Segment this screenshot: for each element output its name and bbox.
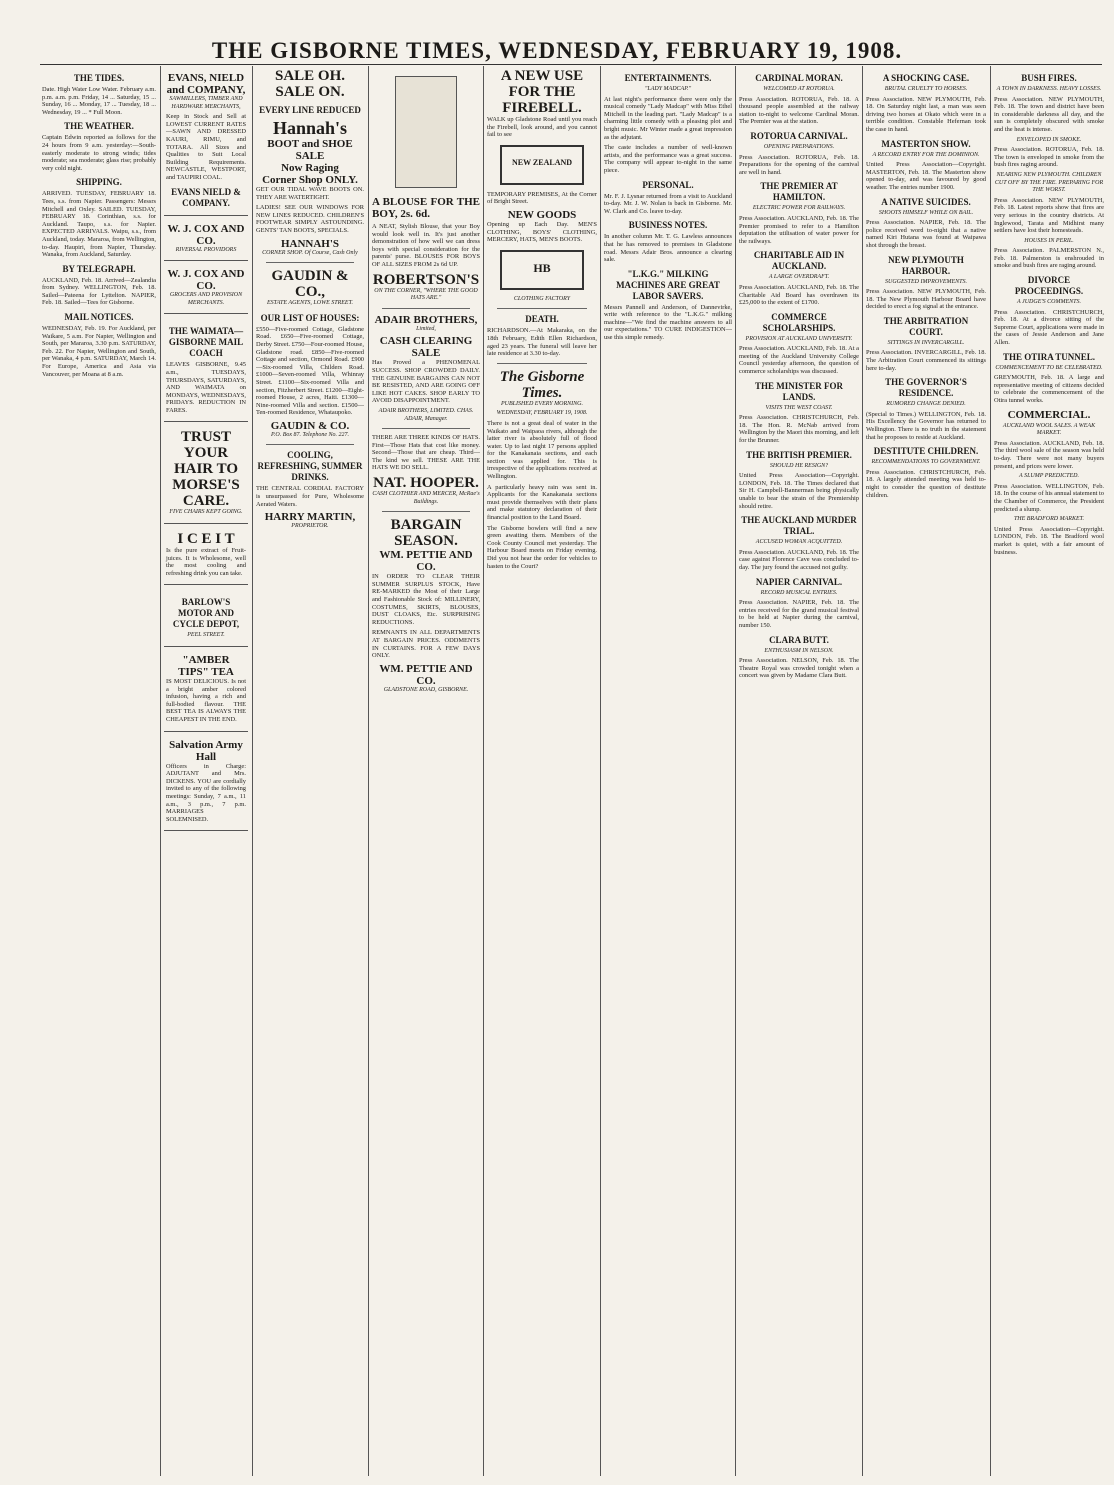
article-subheading: NEARING NEW PLYMOUTH. CHILDREN CUT OFF BY THE FIRE. PREPARING FOR THE WORST.	[994, 171, 1104, 194]
column-bush-fires-commercial	[994, 68, 1104, 1468]
gaudin-subtitle: ESTATE AGENTS, LOWE STREET.	[267, 300, 353, 307]
article-heading: ROTORUA CARNIVAL.	[750, 130, 848, 141]
article-heading: THE MINISTER FOR LANDS.	[754, 380, 843, 402]
article-subheading: VISITS THE WEST COAST.	[765, 404, 833, 411]
barlow-cycle-ad	[164, 588, 248, 647]
death-heading: DEATH.	[525, 314, 559, 325]
divider	[266, 444, 354, 445]
ad-title: and COMPANY,	[166, 84, 246, 96]
telegraph-text: AUCKLAND, Feb. 18. Arrived—Zealandia from Sydney. WELLINGTON, Feb. 18. Sailed—Pateena for Lyttelton. NAPIER, Feb. 18. Sailed—Tees for Gisborne.	[42, 276, 156, 307]
cordial-body: THE CENTRAL CORDIAL FACTORY is unsurpassed for Pure, Wholesome Aerated Waters.	[256, 485, 364, 508]
article-text: At last night's performance there were only the musical comedy "Lady Madcap" with Miss Ethel Mitchell in the leading part. "Lady Madcap" is a charming little comedy with a pleasing plot and bright music. Mr Winter made a great impression as the adjutant.	[604, 95, 732, 141]
editorial-text: A particularly heavy rain was sent in. Applicants for the Kanakanaia sections must provide themselves with their plans and make statutory declaration of their financial position to the Land Board.	[487, 483, 597, 522]
blouse-headline: A BLOUSE FOR THE BOY, 2s. 6d.	[372, 196, 480, 220]
article-subheading: RUMORED CHANGE DENIED.	[886, 401, 966, 408]
column-telegrams-1	[739, 68, 859, 1468]
ad-title: W. J. COX AND CO.	[167, 222, 245, 247]
column-rule	[862, 66, 863, 1476]
new-goods-body: Opening up Each Day. MEN'S CLOTHING, BOYS' CLOTHING, MERCERY, HATS, MEN'S BOOTS.	[487, 220, 597, 244]
article-text: Press Association. CHRISTCHURCH, Feb. 18. The Hon. R. McNab arrived from Wellington by the Maori this morning, and left for the Brunner.	[739, 414, 859, 445]
article-text: Press Association. NEW PLYMOUTH, Feb. 18. The New Plymouth Harbour Board have decided to erect a fog signal at the entrance.	[866, 288, 986, 311]
article-text: Press Association. NAPIER, Feb. 18. The police received word to-night that a native named Kiri Hutana was found at Waipawa shot through the breast.	[866, 219, 986, 249]
article-subheading: HOUSES IN PERIL.	[1024, 237, 1074, 244]
article-subheading: SITTINGS IN INVERCARGILL.	[887, 339, 965, 346]
article-text: United Press Association—Copyright. LONDON, Feb. 18. The Bradford wool market is quiet, with a fair amount of business.	[994, 525, 1104, 556]
weather-text: Captain Edwin reported as follows for the 24 hours from 9 a.m. yesterday:—South-easterly moderate to strong winds; tides moderate; sea moderate; glass rise; probably very cold night.	[42, 134, 156, 172]
column-rule	[368, 66, 369, 1476]
adair-signature: ADAIR BROTHERS, LIMITED. CHAS. ADAIR, Manager.	[378, 407, 474, 422]
article-text: Press Association. NELSON, Feb. 18. The Theatre Royal was crowded tonight when a concert was given by Madame Clara Butt.	[739, 657, 859, 680]
article-subheading: SUGGESTED IMPROVEMENTS.	[885, 278, 967, 285]
article-text: Press Association. AUCKLAND, Feb. 18. The third wool sale of the season was held to-day. There were not many buyers present, and prices were lower.	[994, 439, 1104, 470]
column-rule	[483, 66, 484, 1476]
morse-hair-ad	[164, 425, 248, 524]
mail-coach-ad	[164, 317, 248, 422]
article-subheading: THE BRADFORD MARKET.	[1013, 516, 1085, 523]
article-heading: DIVORCE PROCEEDINGS.	[1014, 275, 1084, 297]
article-heading: CLARA BUTT.	[769, 634, 829, 645]
article-heading: CHARITABLE AID IN AUCKLAND.	[753, 250, 845, 272]
article-text: GREYMOUTH, Feb. 18. A large and representative meeting of citizens decided to celebrate the commencement of the Otira tunnel works.	[994, 374, 1104, 404]
article-text: Press Association. NEW PLYMOUTH, Feb. 18. On Saturday night last, a man was seen driving two horses at Okato which were in a terrible condition. Constable Hefernan took the case in hand.	[866, 95, 986, 133]
article-heading: A NATIVE SUICIDES.	[881, 196, 971, 207]
shipping-heading: SHIPPING.	[76, 177, 122, 188]
entertainments-heading: ENTERTAINMENTS.	[624, 73, 712, 83]
ad-subtitle: SAWMILLERS, TIMBER AND HARDWARE MERCHANTS,	[169, 96, 243, 110]
article-heading: THE AUCKLAND MURDER TRIAL.	[741, 515, 857, 537]
column-rule	[160, 66, 161, 1476]
pettie-footer: WM. PETTIE AND CO.	[379, 662, 473, 687]
article-subheading: A TOWN IN DARKNESS. HEAVY LOSSES.	[996, 86, 1102, 92]
gaudin-footer: GAUDIN & CO.	[270, 419, 350, 432]
new-zealand-badge: NEW ZEALAND	[500, 145, 584, 185]
firebell-title: A NEW USE FOR THE FIREBELL.	[500, 68, 584, 116]
ad-title: THE WAIMATA—GISBORNE MAIL COACH	[168, 326, 244, 359]
article-text: Press Association. AUCKLAND, Feb. 18. At a meeting of the Auckland University College Council yesterday afternoon, the question of commerce scholarships was discussed.	[739, 345, 859, 376]
article-text: The caste includes a number of well-known artists, and the performance was a great success. The company will appear to-night in the same piece.	[604, 144, 732, 174]
pettie-remnants: REMNANTS IN ALL DEPARTMENTS AT BARGAIN PRICES. ODDMENTS IN CURTAINS. FOR A FEW DAYS ONLY.	[372, 629, 480, 660]
article-text: Press Association. PALMERSTON N., Feb. 18. Palmerston is enshrouded in smoke and bush fires are raging around.	[994, 247, 1104, 270]
article-text: Press Association. WELLINGTON, Feb. 18. In the course of his annual statement to the Chamber of Commerce, the President predicted a slump.	[994, 482, 1104, 513]
hooper-title: NAT. HOOPER.	[373, 475, 479, 492]
article-subheading: OPENING PREPARATIONS.	[763, 143, 835, 150]
article-text: Press Association. NEW PLYMOUTH, Feb. 18. Latest reports show that fires are very serious in the country districts. At Inglewood, Tarata and Midhirst many settlers have lost their homesteads.	[994, 196, 1104, 235]
sale-status: Now Raging	[281, 162, 339, 174]
robertson-subtitle: ON THE CORNER, "WHERE THE GOOD HATS ARE."	[374, 287, 478, 302]
masthead-title: THE GISBORNE TIMES, WEDNESDAY, FEBRUARY 19, 1908.	[211, 38, 903, 63]
article-heading: THE OTIRA TUNNEL.	[1002, 351, 1096, 362]
column-rule	[735, 66, 736, 1476]
article-subheading: A JUDGE'S COMMENTS.	[1016, 299, 1081, 306]
column-robertson-adair	[372, 68, 480, 1468]
article-text: Press Association. NEW PLYMOUTH, Feb. 18. The town and district have been in considerable darkness all day, and the sun is completely obscured with smoke and the heat is intense.	[994, 95, 1104, 133]
shipping-text: ARRIVED. TUESDAY, FEBRUARY 18. Tees, s.s. from Napier. Passengers: Messrs Mitchell and Oxley. SAILED. TUESDAY, FEBRUARY 18. Corinthian, s.s. for Auckland. Taupo, s.s. for Napier. EXPECTED ARRIVALS. Waipu, s.s., from Auckland, today. Mararoa, from Wellington, to-day. Haupiri, from Napier, Thursday. Wanaka, from Auckland, Saturday.	[42, 190, 156, 259]
hannah-footer-sub: CORNER SHOP. Of Course, Cash Only	[262, 249, 358, 256]
article-heading: THE BRITISH PREMIER.	[746, 449, 852, 460]
boy-illustration	[395, 76, 457, 188]
article-subheading: A SLUMP PREDICTED.	[1019, 473, 1079, 480]
premises-text: TEMPORARY PREMISES, At the Corner of Bright Street.	[487, 190, 597, 206]
article-text: Press Association. ROTORUA, Feb. 18. Preparations for the opening of the carnival are well in hand.	[739, 153, 859, 176]
article-text: Press Association. AUCKLAND, Feb. 18. The case against Florence Cave was concluded to-day. The jury found the accused not guilty.	[739, 548, 859, 571]
article-text: United Press Association—Copyright. LONDON, Feb. 18. The Times declared that Sir H. Campbell-Bannerman being physically unable to bear the strain of the Premiership should retire.	[739, 472, 859, 510]
weather-heading: THE WEATHER.	[64, 121, 134, 132]
robertson-title: ROBERTSON'S	[372, 271, 480, 288]
sale-heading: SALE ON.	[275, 84, 345, 100]
article-heading: CARDINAL MORAN.	[755, 73, 843, 83]
column-hannah-gaudin	[256, 68, 364, 1468]
adair-subtitle: Limited,	[416, 325, 436, 332]
article-text: Press Association. CHRISTCHURCH, Feb. 18. At a divorce sitting of the Supreme Court, applications were made in the cases of Jessie Anderson and Jane Allen.	[994, 308, 1104, 347]
article-heading: COMMERCE SCHOLARSHIPS.	[762, 311, 836, 333]
article-heading: A SHOCKING CASE.	[882, 73, 970, 83]
editorial-text: The Gisborne bowlers will find a new green awaiting them. Members of the Cook County Council met yesterday. The Harbour Board meets on Friday evening. Did you not hear the order for vehicles to hasten to the Court?	[487, 524, 597, 570]
firebell-body: WALK up Gladstone Road until you reach the Firebell, look around, and you cannot fail to see	[487, 116, 597, 139]
tides-heading: THE TIDES.	[73, 73, 125, 83]
personal-heading: PERSONAL.	[642, 179, 694, 190]
article-heading: NEW PLYMOUTH HARBOUR.	[888, 254, 964, 276]
article-text: Press Association. ROTORUA, Feb. 18. A thousand people assembled at the railway station to-night to welcome Cardinal Moran. The Premier was at the station.	[739, 95, 859, 126]
evans-nield-ad	[164, 68, 248, 216]
article-heading: THE PREMIER AT HAMILTON.	[760, 181, 838, 203]
hooper-subtitle: CASH CLOTHIER AND MERCER, McRae's Buildings.	[372, 491, 480, 505]
article-text: Press Association. AUCKLAND, Feb. 18. The Premier promised to refer to a Hamilton deputation the utilisation of water power for the railways.	[739, 214, 859, 245]
article-text: In another column Mr. T. G. Lawless announces that he has removed to premises in Gladstone road. Messrs Adair Bros. announce a clearing sale.	[604, 233, 732, 264]
article-text: Press Association. CHRISTCHURCH, Feb. 18. A largely attended meeting was held to-night to consider the question of destitute children.	[866, 468, 986, 499]
paper-title: The Gisborne Times.	[499, 368, 585, 401]
ad-body: Is the pure extract of Fruit-juices. It is Wholesome, well the most cooling and refreshing drink you can take.	[166, 547, 246, 577]
sale-location: Corner Shop ONLY.	[262, 174, 358, 186]
ad-title: Salvation Army Hall	[169, 738, 243, 763]
column-rule	[600, 66, 601, 1476]
ad-body: LEAVES GISBORNE, 9.45 a.m., TUESDAYS, THURSDAYS, SATURDAYS, AND WAIMATA on MONDAYS, WEDNESDAYS, FRIDAYS. REDUCTION IN FARES.	[166, 361, 246, 414]
adair-title: ADAIR BROTHERS,	[374, 313, 478, 326]
article-text: Press Association. INVERCARGILL, Feb. 18. The Arbitration Court commenced its sittings here to-day.	[866, 349, 986, 372]
article-heading: BUSH FIRES.	[1021, 73, 1077, 83]
article-subheading: AUCKLAND WOOL SALES. A WEAK MARKET.	[1002, 422, 1096, 437]
column-rule	[252, 66, 253, 1476]
article-text: (Special to Times.) WELLINGTON, Feb. 18. His Excellency the Governor has returned to Wellington. There is no truth in the statement that he proposes to reside at Auckland.	[866, 410, 986, 441]
column-rule	[990, 66, 991, 1476]
ad-title: TRUST YOUR HAIR TO MORSE'S CARE.	[172, 429, 240, 510]
entertainments-subheading: "LADY MADCAP."	[644, 86, 692, 92]
telegraph-heading: BY TELEGRAPH.	[62, 263, 136, 274]
hb-logo-caption: CLOTHING FACTORY	[513, 295, 571, 302]
sale-subheading: EVERY LINE REDUCED	[259, 105, 361, 115]
commercial-heading: COMMERCIAL.	[1007, 408, 1091, 421]
ad-title: "AMBER TIPS" TEA	[178, 654, 234, 679]
article-text: Press Association. NAPIER, Feb. 18. The entries received for the grand musical festival to be held at Napier during the carnival, number 150.	[739, 599, 859, 629]
article-subheading: A RECORD ENTRY FOR THE DOMINION.	[872, 151, 980, 158]
article-subheading: WELCOMED AT ROTORUA.	[763, 86, 835, 92]
divider	[497, 308, 587, 309]
pettie-address: GLADSTONE ROAD, GISBORNE.	[383, 686, 469, 693]
cordial-title: COOLING, REFRESHING, SUMMER DRINKS.	[257, 450, 363, 483]
sale-type: BOOT and SHOE SALE	[267, 138, 353, 162]
ad-title: BARLOW'S MOTOR AND CYCLE DEPOT,	[172, 597, 240, 630]
article-subheading: BRUTAL CRUELTY TO HORSES.	[884, 86, 968, 92]
pettie-title: WM. PETTIE AND CO.	[379, 549, 473, 574]
gaudin-footer-sub: P.O. Box 87. Telephone No. 227.	[271, 431, 349, 438]
article-text: Press Association. AUCKLAND, Feb. 18. The Charitable Aid Board has overdrawn its £25,000 to the extent of £1700.	[739, 283, 859, 307]
article-text: Messrs Pannell and Anderson, of Dannevirke, write with reference to the "L.K.G." milking machine—"We find the machine answers to all our expectations." TO CURE INDIGESTION—use this simple remedy.	[604, 303, 732, 342]
mail-notices-heading: MAIL NOTICES.	[64, 312, 134, 323]
divider	[497, 363, 587, 364]
article-subheading: PROVISION AT AUCKLAND UNIVERSITY.	[745, 335, 853, 342]
article-heading: MASTERTON SHOW.	[881, 138, 971, 149]
ad-footer: EVANS NIELD & COMPANY.	[171, 186, 241, 208]
ad-subtitle: RIVERSAL PROVIDORS	[175, 246, 237, 253]
ad-title: W. J. COX AND CO.	[167, 268, 245, 293]
hannah-footer: HANNAH'S	[280, 237, 340, 250]
business-notes-heading: BUSINESS NOTES.	[628, 220, 708, 231]
divider	[382, 308, 470, 309]
house-list-heading: OUR LIST OF HOUSES:	[260, 312, 360, 323]
article-heading: THE ARBITRATION COURT.	[883, 315, 969, 337]
gaudin-title: GAUDIN & CO.,	[271, 268, 349, 301]
paper-subtitle: PUBLISHED EVERY MORNING.	[500, 400, 584, 407]
ad-subtitle: GROCERS AND PROVISION MERCHANTS.	[169, 292, 243, 306]
ad-title: EVANS, NIELD	[167, 72, 245, 84]
masthead-rule	[40, 64, 1102, 65]
article-heading: NAPIER CARNIVAL.	[755, 576, 843, 587]
pettie-body: IN ORDER TO CLEAR THEIR SUMMER SURPLUS STOCK, Have RE-MARKED the Most of their Large and Fashionable Stock of: MILLINERY, COSTUMES, SKIRTS, BLOUSES, DUST CLOAKS, Etc. SURPRISING REDUCTIONS.	[372, 573, 480, 626]
cordial-proprietor-sub: PROPRIETOR.	[291, 523, 329, 530]
column-advertisements-1	[164, 68, 248, 1468]
editorial-text: There is not a great deal of water in the Waikato and Waipaoa rivers, although the latter river is absolutely full of flood water. Up to last night 17 persons applied for the Kanakanaia sections, and each section was applied for. This is irrespective of the applications received at Wellington.	[487, 419, 597, 481]
divider	[266, 262, 354, 263]
amber-tips-tea-ad	[164, 650, 248, 732]
ad-body: Keep in Stock and Sell at LOWEST CURRENT RATES—SAWN AND DRESSED KAURI, RIMU, and TOTARA. All Sizes and Qualities to Suit Local Building Requirements. NEWCASTLE, WESTPORT, and TAUPIRI COAL.	[166, 113, 246, 181]
divider	[382, 511, 470, 512]
sale-heading: SALE OH.	[274, 68, 346, 84]
article-text: Press Association. ROTORUA, Feb. 18. The town is enveloped in smoke from the bush fires raging around.	[994, 146, 1104, 169]
column-tides-shipping	[42, 68, 156, 1468]
article-subheading: SHOOTS HIMSELF WHILE ON BAIL.	[878, 209, 974, 216]
ad-body: IS MOST DELICIOUS. Is not a bright amber colored infusion, having a rich and full-bodied flavour. THE BEST TEA IS ALWAYS THE CHEAPEST IN THE END.	[166, 678, 246, 723]
article-subheading: COMMENCEMENT TO BE CELEBRATED.	[995, 364, 1103, 371]
article-subheading: A LARGE OVERDRAFT.	[768, 274, 830, 281]
article-subheading: ENVELOPED IN SMOKE.	[1016, 136, 1082, 143]
blouse-body: A NEAT, Stylish Blouse, that your Boy would look well in. It's just another demonstration of how well we can dress boys with special consideration for the parents' purse. BLOUSES FOR BOYS OF ALL SIZES FROM 2s 6d UP.	[372, 223, 480, 268]
bargain-title: BARGAIN SEASON.	[390, 517, 462, 550]
article-subheading: ENTHUSIASM IN NELSON.	[764, 647, 834, 654]
hannah-name: Hannah's	[272, 118, 348, 138]
house-list: £550—Five-roomed Cottage, Gladstone Road. £650—Five-roomed Cottage, Derby Street. £750—Four-roomed House, Gladstone road. £850—Five-roomed Cottage and section, Ormond Road. £900—Six-roomed Villa, Childers Road. £1000—Seven-roomed Villa, Whinray Street. £1100—Six-roomed Villa and section, Fitzherbert Street. £1200—Eight-roomed House, 2 acres, Haiti. £1300—Nine-roomed Villa and section. £1500—Ten-roomed Residence, Whataupoko.	[256, 325, 364, 417]
ad-subtitle: FIVE CHAIRS KEPT GOING.	[169, 509, 243, 516]
article-heading: DESTITUTE CHILDREN.	[873, 446, 979, 457]
ad-body: LADIES! SEE OUR WINDOWS FOR NEW LINES REDUCED. CHILDREN'S FOOTWEAR SIMPLY ASTOUNDING. GENTS' TAN BOOTS, SPECIALS.	[256, 204, 364, 234]
article-subheading: SHOULD HE RESIGN?	[769, 462, 829, 469]
ad-body: Officers in Charge: ADJUTANT and Mrs. DICKENS. YOU are cordially invited to any of the following meetings: Sunday, 7 a.m., 11 a.m., 3 p.m., 7 p.m. MARRIAGES SOLEMNISED.	[166, 762, 246, 823]
article-heading: THE GOVERNOR'S RESIDENCE.	[885, 377, 967, 399]
salvation-army-ad	[164, 735, 248, 832]
column-firebell-editorial	[487, 68, 597, 1468]
new-goods-title: NEW GOODS	[507, 208, 577, 221]
ad-title: I C E I T	[177, 531, 235, 548]
death-notice: RICHARDSON.—At Makaraka, on the 18th February, Edith Ellen Richardson, aged 23 years. The funeral will leave her late residence at 3.30 to-day.	[487, 327, 597, 358]
milking-machines-heading: "L.K.G." MILKING MACHINES ARE GREAT LABOR SAVERS.	[616, 268, 720, 301]
ad-body: GET OUR TIDAL WAVE BOOTS ON. THEY ARE WATERTIGHT.	[256, 186, 364, 201]
tides-table: Date. High Water Low Water. February a.m. p.m. a.m. p.m. Friday, 14 ... Saturday, 15 ... Sunday, 16 ... Monday, 17 ... Tuesday, 18 ... Wednesday, 19 ... * Full Moon.	[42, 86, 156, 116]
hb-logo: HB	[500, 250, 584, 290]
cordial-proprietor: HARRY MARTIN,	[264, 511, 356, 524]
mail-notices-text: WEDNESDAY, Feb. 19. For Auckland, per Waikare, 5 a.m. For Napier, Wellington and South, per Mararoa, 3.30 p.m. SATURDAY, Feb. 22. For Napier, Wellington and South, per Wanaka, 4 p.m. SATURDAY, March 14. For Europe, America and Asia via Vancouver, per Moana at 8 a.m.	[42, 325, 156, 378]
article-subheading: RECOMMENDATIONS TO GOVERNMENT.	[871, 459, 981, 466]
hats-body: THERE ARE THREE KINDS OF HATS. First—Those Hats that cost like money. Second—Those that are cheap. Third—The kind we sell. THESE ARE THE HATS WE DO SELL.	[372, 434, 480, 472]
paper-date: WEDNESDAY, FEBRUARY 19, 1908.	[496, 410, 588, 417]
ad-subtitle: PEEL STREET.	[187, 632, 225, 639]
cox-grocers-ad	[164, 264, 248, 314]
adair-body: Has Proved a PHENOMENAL SUCCESS. SHOP CROWDED DAILY. THE GENUINE BARGAINS CAN NOT BE RESISTED, AND ARE GOING OFF LIKE HOT CAKES. SHOP EARLY TO AVOID DISAPPOINTMENT.	[372, 359, 480, 405]
masthead	[0, 0, 1114, 62]
article-text: Mr. F. J. Lysnar returned from a visit to Auckland to-day. Mr. J. W. Nolan is back in Gisborne. Mr. W. Clark and Co. leave to-day.	[604, 192, 732, 215]
cox-ad	[164, 219, 248, 262]
article-subheading: ACCUSED WOMAN ACQUITTED.	[755, 539, 843, 546]
adair-sale: CASH CLEARING SALE	[379, 335, 473, 360]
article-text: United Press Association—Copyright. MASTERTON, Feb. 18. The Masterton show opened to-day, and was favoured by good weather. The entries number 1900.	[866, 161, 986, 191]
article-subheading: RECORD MUSICAL ENTRIES.	[760, 589, 838, 596]
iceit-ad	[164, 527, 248, 585]
divider	[382, 428, 470, 429]
column-telegrams-2	[866, 68, 986, 1468]
column-entertainments	[604, 68, 732, 1468]
article-subheading: ELECTRIC POWER FOR RAILWAYS.	[752, 205, 846, 212]
